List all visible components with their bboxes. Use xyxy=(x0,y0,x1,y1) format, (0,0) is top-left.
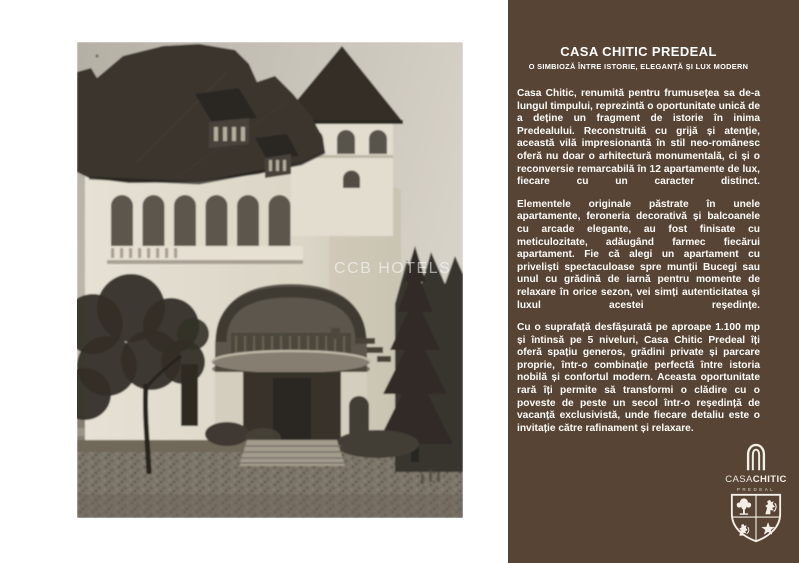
paragraph-1: Casa Chitic, renumită pentru frumusețea sa de-a lungul timpului, reprezintă o oportunitate unică de a deține un fragment de istorie în inima Predealului. Reconstruită cu grijă și atenție, această vilă impresionantă în stil neo-românesc oferă nu doar o arhitectură monumentală, ci și o reconversie remarcabilă în 12 apartamente de lux, fiecare cu un caracter distinct. xyxy=(517,88,760,188)
villa-photo-illustration xyxy=(77,42,463,518)
info-panel xyxy=(508,0,799,563)
brand-logo xyxy=(719,441,793,544)
brand-name-casa: CASA xyxy=(725,474,753,485)
page-title: CASA CHITIC PREDEAL xyxy=(560,44,717,59)
body-copy xyxy=(517,88,760,435)
paragraph-3: Cu o suprafață desfășurată pe aproape 1.100 mp și întinsă pe 5 niveluri, Casa Chitic Predeal îți oferă spațiu generos, grădini private și parcare proprie, într-o combinație perfectă între istoria nobilă și confortul modern. Aceasta oportunitate rară îți permite să transformi o clădire cu o poveste de peste un secol într-o reședință de vacanță exclusivistă, unde fiecare detaliu este o invitație către rafinament și relaxare. xyxy=(517,322,760,434)
villa-historic-photo xyxy=(77,42,463,518)
crest-shield-icon xyxy=(726,492,786,544)
brand-name-chitic: CHITIC xyxy=(752,474,787,485)
page-subtitle: O SIMBIOZĂ ÎNTRE ISTORIE, ELEGANȚĂ ȘI LUX MODERN xyxy=(528,62,749,71)
arch-icon xyxy=(744,441,768,471)
watermark-text: CCB HOTELS xyxy=(334,260,452,277)
brand-location: PREDEAL xyxy=(736,487,776,492)
paragraph-2: Elementele originale păstrate în unele apartamente, feroneria decorativă și balcoanele cu arcade elegante, au fost finisate cu meticulozitate, adăugând farmec fiecărui apartament. Fie că alegi un apartament cu priveliști spectaculoase spre munții Bucegi sau unul cu grădină de iarnă pentru momente de relaxare în orice sezon, vei simți autenticitatea și luxul acestei reședințe. xyxy=(517,198,760,311)
brand-name xyxy=(719,474,793,485)
panel-text-block xyxy=(517,0,760,435)
